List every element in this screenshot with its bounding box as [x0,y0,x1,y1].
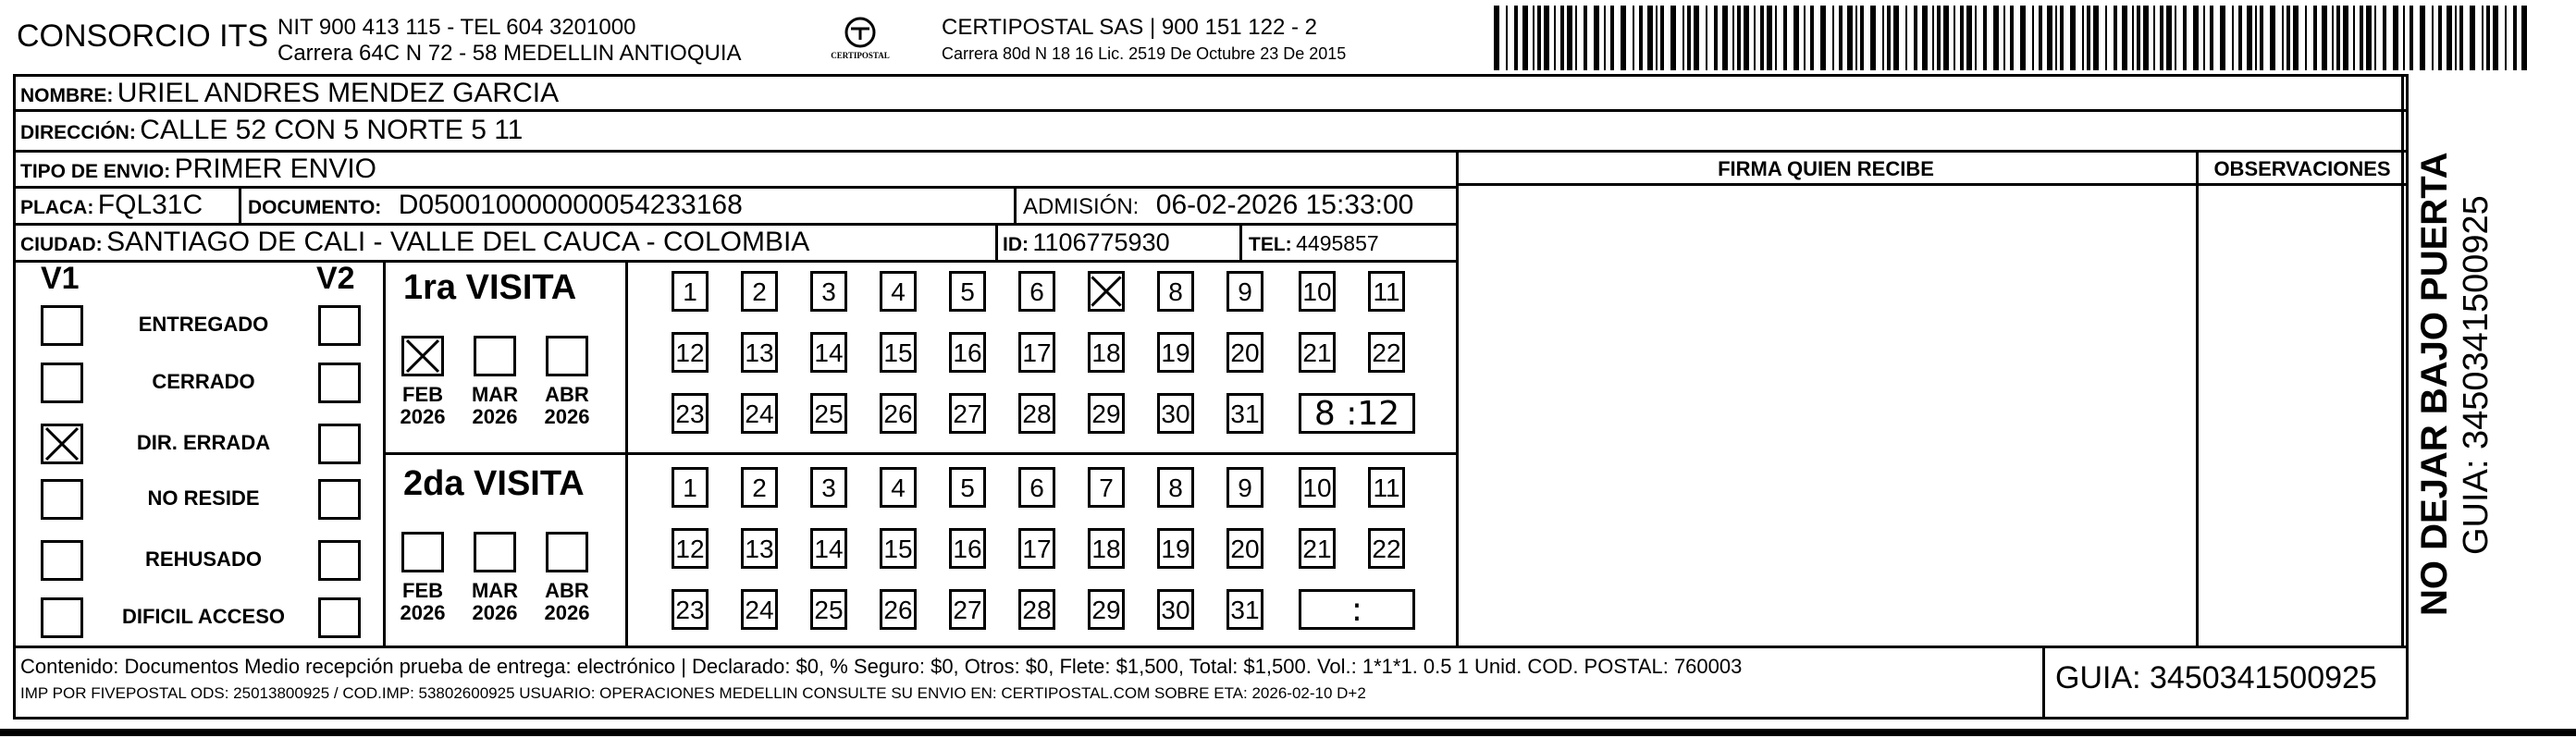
visita2-day-cell[interactable]: 5 [949,467,986,508]
visita2-day-cell[interactable]: 13 [741,528,778,569]
visita2-title: 2da VISITA [403,464,585,503]
visita1-day-cell[interactable]: 3 [810,271,847,312]
carrier-line: CERTIPOSTAL SAS | 900 151 122 - 2 [942,15,1317,40]
visita1-day-cell[interactable]: 17 [1018,332,1055,373]
visita1-day-cell[interactable]: 10 [1299,271,1336,312]
visita1-month-checkbox[interactable] [474,336,516,376]
v2-checkbox[interactable] [318,424,361,464]
month-year: 2026 [472,405,518,428]
direccion-label: DIRECCIÓN: [20,122,136,143]
visita1-day-cell[interactable] [1088,271,1125,312]
visita1-day-cell[interactable]: 5 [949,271,986,312]
tipo-envio-value: PRIMER ENVIO [174,154,377,184]
nombre-row [20,78,559,109]
admision-label: ADMISIÓN: [1023,194,1140,219]
v2-checkbox[interactable] [318,597,361,638]
visita2-day-cell[interactable]: 16 [949,528,986,569]
documento-value: D050010000000054233168 [398,190,743,220]
tel-value: 4495857 [1296,231,1379,255]
visita1-month-label [462,384,527,428]
logo-emblem-icon [842,17,879,48]
visita2-day-cell[interactable]: 4 [880,467,917,508]
month-year: 2026 [472,601,518,624]
barcode [1494,6,2534,70]
logo-text: CERTIPOSTAL [831,51,890,60]
visita1-day-cell[interactable]: 23 [672,393,709,434]
placa-label: PLACA: [20,197,94,218]
visita2-time-field[interactable]: : [1299,589,1415,630]
nombre-value: URIEL ANDRES MENDEZ GARCIA [117,78,560,108]
visita2-day-cell[interactable]: 12 [672,528,709,569]
visita1-day-cell[interactable]: 9 [1226,271,1263,312]
footer-imp: IMP POR FIVEPOSTAL ODS: 25013800925 / COD.IMP: 53802600925 USUARIO: OPERACIONES MEDELLIN CONSULTE SU ENVIO EN: CERTIPOSTAL.COM SOBRE ETA: 2026-02-10 D+2 [20,684,1366,702]
nit-line: NIT 900 413 115 - TEL 604 3201000 [277,15,636,40]
visita2-day-cell[interactable]: 30 [1157,589,1194,630]
visita2-day-cell[interactable]: 3 [810,467,847,508]
tipo-envio-row [20,154,376,185]
v2-checkbox[interactable] [318,363,361,403]
visita2-day-cell[interactable]: 8 [1157,467,1194,508]
certipostal-logo [823,17,897,67]
visita1-title: 1ra VISITA [403,268,577,307]
tel-label: TEL: [1249,234,1292,255]
v2-checkbox[interactable] [318,479,361,520]
id-label: ID: [1003,234,1029,255]
visita1-month-checkbox[interactable] [401,336,444,376]
option-label: ENTREGADO [138,313,269,336]
visita2-day-cell[interactable]: 11 [1368,467,1405,508]
visita1-day-cell[interactable]: 16 [949,332,986,373]
v2-checkbox[interactable] [318,305,361,346]
visita2-day-cell[interactable]: 7 [1088,467,1125,508]
visita1-day-cell[interactable]: 8 [1157,271,1194,312]
option-label: REHUSADO [145,547,262,571]
placa-value: FQL31C [97,190,203,220]
visita1-day-cell[interactable]: 20 [1226,332,1263,373]
month-year: 2026 [544,601,590,624]
visita1-day-cell[interactable]: 29 [1088,393,1125,434]
month-name: ABR [545,579,589,602]
firma-header: FIRMA QUIEN RECIBE [1718,157,1934,180]
visita1-day-cell[interactable]: 13 [741,332,778,373]
tel-row [1249,231,1379,256]
month-year: 2026 [400,405,446,428]
visita2-day-cell[interactable]: 19 [1157,528,1194,569]
license-line: Carrera 80d N 18 16 Lic. 2519 De Octubre 23 De 2015 [942,44,1347,63]
visita2-month-label [462,580,527,624]
visita1-day-cell[interactable]: 26 [880,393,917,434]
option-label: CERRADO [152,370,255,393]
footer-contenido: Contenido: Documentos Medio recepción prueba de entrega: electrónico | Declarado: $0, % Seguro: $0, Otros: $0, Flete: $1,500, Total: $1,500. Vol.: 1*1*1. 0.5 1 Unid. COD. POSTAL: 760003 [20,655,1743,678]
v2-checkbox[interactable] [318,540,361,581]
visita1-day-cell[interactable]: 1 [672,271,709,312]
v2-header: V2 [316,261,355,296]
direccion-row [20,115,523,146]
observaciones-header: OBSERVACIONES [2213,157,2391,180]
visita1-day-cell[interactable]: 24 [741,393,778,434]
month-name: FEB [402,579,443,602]
visita1-day-cell[interactable]: 25 [810,393,847,434]
visita1-time-field[interactable]: 8 :12 [1299,393,1415,434]
footer-guia: GUIA: 3450341500925 [2055,660,2377,695]
nombre-label: NOMBRE: [20,85,114,106]
visita1-day-cell[interactable]: 6 [1018,271,1055,312]
visita2-day-cell[interactable]: 28 [1018,589,1055,630]
direccion-value: CALLE 52 CON 5 NORTE 5 11 [140,115,524,145]
visita1-month-checkbox[interactable] [546,336,588,376]
company-name: CONSORCIO ITS [17,18,269,54]
visita1-day-cell[interactable]: 4 [880,271,917,312]
documento-row [248,190,743,221]
admision-row [1023,190,1413,221]
visita2-day-cell[interactable]: 27 [949,589,986,630]
visita1-day-cell[interactable]: 30 [1157,393,1194,434]
visita1-day-cell[interactable]: 14 [810,332,847,373]
visita2-day-cell[interactable]: 10 [1299,467,1336,508]
month-year: 2026 [544,405,590,428]
visita1-month-label [535,384,599,428]
visita1-day-cell[interactable]: 18 [1088,332,1125,373]
visita2-month-checkbox[interactable] [546,532,588,572]
ciudad-value: SANTIAGO DE CALI - VALLE DEL CAUCA - COLOMBIA [106,227,810,257]
bottom-rule [0,729,2576,736]
v1-checkbox[interactable] [41,363,83,403]
v1-checkbox[interactable] [41,540,83,581]
visita1-day-cell[interactable]: 21 [1299,332,1336,373]
placa-row [20,190,203,221]
visita2-day-cell[interactable]: 2 [741,467,778,508]
visita1-day-cell[interactable]: 19 [1157,332,1194,373]
month-year: 2026 [400,601,446,624]
visita2-day-cell[interactable]: 26 [880,589,917,630]
ciudad-label: CIUDAD: [20,234,103,255]
option-label: NO RESIDE [147,486,260,510]
visita1-day-cell[interactable]: 2 [741,271,778,312]
visita2-day-cell[interactable]: 6 [1018,467,1055,508]
id-row [1003,228,1170,257]
visita2-day-cell[interactable]: 23 [672,589,709,630]
month-name: MAR [471,383,519,406]
visita2-day-cell[interactable]: 24 [741,589,778,630]
side-guia: GUIA: 3450341500925 [2457,195,2496,555]
visita2-day-cell[interactable]: 1 [672,467,709,508]
visita2-day-cell[interactable]: 29 [1088,589,1125,630]
option-label: DIR. ERRADA [136,431,271,454]
visita2-day-cell[interactable]: 21 [1299,528,1336,569]
address-line: Carrera 64C N 72 - 58 MEDELLIN ANTIOQUIA [277,41,742,66]
visita1-day-cell[interactable]: 11 [1368,271,1405,312]
visita2-day-cell[interactable]: 14 [810,528,847,569]
visita2-day-cell[interactable]: 25 [810,589,847,630]
option-label: DIFICIL ACCESO [121,605,285,628]
month-name: MAR [471,579,519,602]
v1-header: V1 [41,261,80,296]
visita1-day-cell[interactable]: 15 [880,332,917,373]
visita2-month-label [535,580,599,624]
visita1-day-cell[interactable]: 28 [1018,393,1055,434]
tipo-envio-label: TIPO DE ENVIO: [20,161,171,182]
month-name: ABR [545,383,589,406]
visita2-day-cell[interactable]: 20 [1226,528,1263,569]
v1-checkbox[interactable] [41,424,83,464]
v1-checkbox[interactable] [41,479,83,520]
visita1-day-cell[interactable]: 31 [1226,393,1263,434]
visita2-month-label [390,580,455,624]
visita2-day-cell[interactable]: 18 [1088,528,1125,569]
v1-checkbox[interactable] [41,597,83,638]
visita2-day-cell[interactable]: 22 [1368,528,1405,569]
id-value: 1106775930 [1032,228,1170,256]
visita2-day-cell[interactable]: 17 [1018,528,1055,569]
side-warning: NO DEJAR BAJO PUERTA [2414,152,2455,616]
admision-value: 06-02-2026 15:33:00 [1155,190,1414,220]
visita2-day-cell[interactable]: 31 [1226,589,1263,630]
v1-checkbox[interactable] [41,305,83,346]
visita1-day-cell[interactable]: 12 [672,332,709,373]
visita1-month-label [390,384,455,428]
month-name: FEB [402,383,443,406]
ciudad-row [20,227,809,258]
visita1-day-cell[interactable]: 22 [1368,332,1405,373]
visita2-day-cell[interactable]: 15 [880,528,917,569]
visita2-month-checkbox[interactable] [401,532,444,572]
visita2-day-cell[interactable]: 9 [1226,467,1263,508]
documento-label: DOCUMENTO: [248,197,382,218]
visita1-day-cell[interactable]: 27 [949,393,986,434]
visita2-month-checkbox[interactable] [474,532,516,572]
